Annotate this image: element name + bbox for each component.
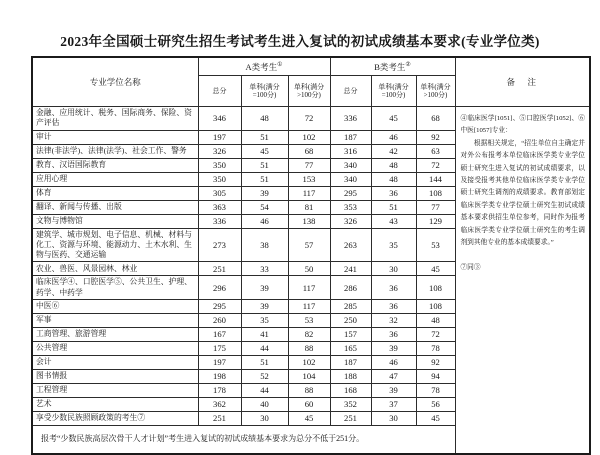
col-header-remark: 备 注 (455, 57, 590, 107)
score-cell-a-total: 346 (198, 107, 241, 131)
score-cell-a-single-over100: 68 (288, 144, 330, 158)
score-cell-b-single-over100: 53 (416, 228, 455, 262)
degree-name-cell: 审计 (32, 130, 198, 144)
score-cell-b-total: 352 (330, 397, 371, 411)
score-cell-a-single-over100: 104 (288, 369, 330, 383)
score-cell-b-single-over100: 56 (416, 397, 455, 411)
score-cell-a-single-100: 44 (241, 341, 288, 355)
score-cell-a-single-100: 40 (241, 397, 288, 411)
score-cell-b-total: 187 (330, 355, 371, 369)
degree-name-cell: 建筑学、城市规划、电子信息、机械、材料与化工、资源与环境、能源动力、土木水利、生物与医药、交通运输 (32, 228, 198, 262)
score-cell-b-single-100: 47 (371, 369, 416, 383)
score-cell-b-total: 263 (330, 228, 371, 262)
score-cell-a-single-over100: 82 (288, 327, 330, 341)
degree-name-cell: 工商管理、旅游管理 (32, 327, 198, 341)
score-cell-b-total: 250 (330, 313, 371, 327)
score-cell-a-single-100: 52 (241, 369, 288, 383)
score-cell-a-total: 251 (198, 411, 241, 425)
table-header (32, 57, 590, 107)
score-cell-a-single-100: 35 (241, 313, 288, 327)
score-cell-b-single-over100: 78 (416, 341, 455, 355)
score-cell-a-total: 197 (198, 355, 241, 369)
score-cell-a-single-100: 30 (241, 411, 288, 425)
score-cell-b-total: 241 (330, 262, 371, 276)
score-cell-a-single-over100: 60 (288, 397, 330, 411)
score-cell-b-single-over100: 45 (416, 411, 455, 425)
score-cell-a-single-over100: 138 (288, 214, 330, 228)
score-cell-a-total: 198 (198, 369, 241, 383)
degree-name-cell: 临床医学④、口腔医学⑤、公共卫生、护理、药学、中药学 (32, 276, 198, 300)
score-cell-b-single-over100: 63 (416, 144, 455, 158)
score-cell-b-single-over100: 144 (416, 172, 455, 186)
score-cell-b-single-100: 46 (371, 130, 416, 144)
score-cell-b-single-100: 51 (371, 200, 416, 214)
score-cell-b-single-over100: 129 (416, 214, 455, 228)
score-cell-b-total: 336 (330, 107, 371, 131)
score-cell-b-single-100: 48 (371, 172, 416, 186)
score-cell-b-single-over100: 45 (416, 262, 455, 276)
score-cell-b-single-100: 32 (371, 313, 416, 327)
score-cell-b-total: 168 (330, 383, 371, 397)
degree-name-cell: 翻译、新闻与传播、出版 (32, 200, 198, 214)
degree-name-cell: 公共管理 (32, 341, 198, 355)
score-cell-b-single-over100: 78 (416, 383, 455, 397)
score-cell-a-single-over100: 53 (288, 313, 330, 327)
score-cell-a-total: 178 (198, 383, 241, 397)
remark-heading: ④临床医学[1051]、⑤口腔医学[1052]、⑥中医[1057]专业： (460, 115, 585, 135)
score-cell-b-single-over100: 108 (416, 299, 455, 313)
score-cell-a-single-100: 48 (241, 107, 288, 131)
score-cell-a-single-over100: 57 (288, 228, 330, 262)
score-cell-a-single-over100: 77 (288, 158, 330, 172)
score-cell-a-single-100: 51 (241, 355, 288, 369)
score-cell-a-single-100: 46 (241, 214, 288, 228)
degree-name-cell: 农业、兽医、风景园林、林业 (32, 262, 198, 276)
score-cell-b-single-100: 36 (371, 186, 416, 200)
score-cell-b-single-100: 43 (371, 214, 416, 228)
score-cell-a-total: 295 (198, 299, 241, 313)
degree-name-cell: 军事 (32, 313, 198, 327)
degree-name-cell: 享受少数民族照顾政策的考生⑦ (32, 411, 198, 425)
score-cell-b-single-100: 46 (371, 355, 416, 369)
score-cell-b-total: 353 (330, 200, 371, 214)
score-cell-b-single-100: 36 (371, 299, 416, 313)
col-header-b-total: 总分 (330, 76, 371, 107)
score-cell-a-single-over100: 72 (288, 107, 330, 131)
score-cell-a-single-100: 39 (241, 276, 288, 300)
score-cell-a-single-100: 33 (241, 262, 288, 276)
score-cell-a-total: 363 (198, 200, 241, 214)
score-cell-b-total: 340 (330, 172, 371, 186)
score-cell-b-single-100: 30 (371, 262, 416, 276)
col-header-b-single-100: 单科(满分=100分) (371, 76, 416, 107)
score-cell-a-single-100: 51 (241, 130, 288, 144)
score-cell-b-single-over100: 94 (416, 369, 455, 383)
score-cell-a-single-100: 41 (241, 327, 288, 341)
score-cell-a-single-over100: 81 (288, 200, 330, 214)
score-cell-a-single-over100: 117 (288, 186, 330, 200)
score-cell-a-total: 350 (198, 172, 241, 186)
degree-name-cell: 图书情报 (32, 369, 198, 383)
group-a-footnote-mark: ① (277, 61, 283, 68)
score-cell-a-single-100: 38 (241, 228, 288, 262)
score-cell-b-total: 187 (330, 130, 371, 144)
group-b-footnote-mark: ② (405, 61, 411, 68)
score-cell-b-single-over100: 72 (416, 327, 455, 341)
score-cell-b-single-100: 37 (371, 397, 416, 411)
score-cell-b-single-100: 35 (371, 228, 416, 262)
score-cell-a-total: 296 (198, 276, 241, 300)
degree-name-cell: 教育、汉语国际教育 (32, 158, 198, 172)
remark-body: 根据相关规定，“招生单位自主确定并对外公布报考本单位临床医学类专业学位硕士研究生进入复试的初试成绩要求，以及接受报考其他单位临床医学类专业学位硕士研究生调剂的成绩要求。教育部划定临床医学类专业学位硕士研究生初试成绩基本要求供招生单位参考，同时作为报考临床医学类专业学位硕士研究生的考生调剂到其他专业的基本成绩要求。” (460, 139, 585, 246)
degree-name-cell: 应用心理 (32, 172, 198, 186)
score-cell-b-single-100: 36 (371, 327, 416, 341)
score-cell-b-single-over100: 92 (416, 355, 455, 369)
group-header-row (32, 57, 590, 76)
score-cell-b-single-100: 48 (371, 158, 416, 172)
score-cell-a-total: 167 (198, 327, 241, 341)
score-cell-b-total: 188 (330, 369, 371, 383)
score-cell-b-total: 285 (330, 299, 371, 313)
degree-name-cell: 法律(非法学)、法律(法学)、社会工作、警务 (32, 144, 198, 158)
col-header-degree-name: 专业学位名称 (32, 57, 198, 107)
score-cell-b-single-over100: 68 (416, 107, 455, 131)
remark-tail: ⑦同③ (460, 264, 481, 272)
score-cell-a-total: 273 (198, 228, 241, 262)
group-b-label: B类考生 (374, 61, 406, 72)
degree-name-cell: 工程管理 (32, 383, 198, 397)
col-header-group-a (198, 57, 330, 76)
degree-name-cell: 体育 (32, 186, 198, 200)
score-cell-b-total: 295 (330, 186, 371, 200)
col-header-group-b (330, 57, 455, 76)
score-cell-a-total: 362 (198, 397, 241, 411)
degree-name-cell: 金融、应用统计、税务、国际商务、保险、资产评估 (32, 107, 198, 131)
score-cell-b-single-100: 30 (371, 411, 416, 425)
score-cell-b-single-100: 39 (371, 341, 416, 355)
score-cell-a-single-100: 44 (241, 383, 288, 397)
score-cell-b-single-100: 42 (371, 144, 416, 158)
score-cell-a-single-over100: 50 (288, 262, 330, 276)
col-header-a-single-over100: 单科(满分>100分) (288, 76, 330, 107)
score-cell-a-single-over100: 102 (288, 130, 330, 144)
col-header-a-single-100: 单科(满分=100分) (241, 76, 288, 107)
score-cell-a-single-100: 51 (241, 158, 288, 172)
score-cell-a-total: 175 (198, 341, 241, 355)
score-cell-b-total: 340 (330, 158, 371, 172)
group-a-label: A类考生 (245, 61, 278, 72)
score-cell-a-total: 350 (198, 158, 241, 172)
score-cell-a-total: 260 (198, 313, 241, 327)
table-row (32, 107, 590, 131)
col-header-b-single-over100: 单科(满分>100分) (416, 76, 455, 107)
score-cell-b-single-100: 45 (371, 107, 416, 131)
degree-name-cell: 会计 (32, 355, 198, 369)
page-title: 2023年全国硕士研究生招生考试考生进入复试的初试成绩基本要求(专业学位类) (60, 34, 540, 49)
score-cell-b-single-100: 36 (371, 276, 416, 300)
score-cell-a-single-over100: 102 (288, 355, 330, 369)
score-cell-a-total: 305 (198, 186, 241, 200)
score-cell-a-total: 326 (198, 144, 241, 158)
score-cell-b-total: 286 (330, 276, 371, 300)
score-cell-a-single-100: 39 (241, 186, 288, 200)
score-cell-b-single-over100: 108 (416, 186, 455, 200)
score-cell-a-single-over100: 88 (288, 341, 330, 355)
degree-name-cell: 文物与博物馆 (32, 214, 198, 228)
score-cell-a-single-100: 45 (241, 144, 288, 158)
score-cell-b-single-over100: 77 (416, 200, 455, 214)
score-cell-b-total: 251 (330, 411, 371, 425)
degree-name-cell: 艺术 (32, 397, 198, 411)
score-cell-b-single-over100: 72 (416, 158, 455, 172)
score-cell-b-single-over100: 108 (416, 276, 455, 300)
score-cell-b-total: 165 (330, 341, 371, 355)
score-cell-b-total: 326 (330, 214, 371, 228)
score-cell-a-total: 336 (198, 214, 241, 228)
score-cell-a-single-over100: 117 (288, 299, 330, 313)
score-cell-a-total: 251 (198, 262, 241, 276)
score-cell-a-total: 197 (198, 130, 241, 144)
col-header-a-total: 总分 (198, 76, 241, 107)
score-cell-a-single-100: 39 (241, 299, 288, 313)
footer-note: 报考“少数民族高层次骨干人才计划”考生进入复试的初试成绩基本要求为总分不低于251分。 (32, 425, 455, 454)
score-table (31, 56, 591, 455)
score-cell-b-single-100: 39 (371, 383, 416, 397)
score-cell-a-single-over100: 117 (288, 276, 330, 300)
remark-cell (455, 107, 590, 454)
score-cell-b-total: 157 (330, 327, 371, 341)
degree-name-cell: 中医⑥ (32, 299, 198, 313)
score-cell-b-total: 316 (330, 144, 371, 158)
table-body (32, 107, 590, 454)
score-cell-a-single-over100: 45 (288, 411, 330, 425)
score-cell-a-single-over100: 153 (288, 172, 330, 186)
score-cell-a-single-100: 51 (241, 172, 288, 186)
score-cell-b-single-over100: 48 (416, 313, 455, 327)
score-cell-a-single-over100: 88 (288, 383, 330, 397)
score-cell-a-single-100: 54 (241, 200, 288, 214)
score-cell-b-single-over100: 92 (416, 130, 455, 144)
